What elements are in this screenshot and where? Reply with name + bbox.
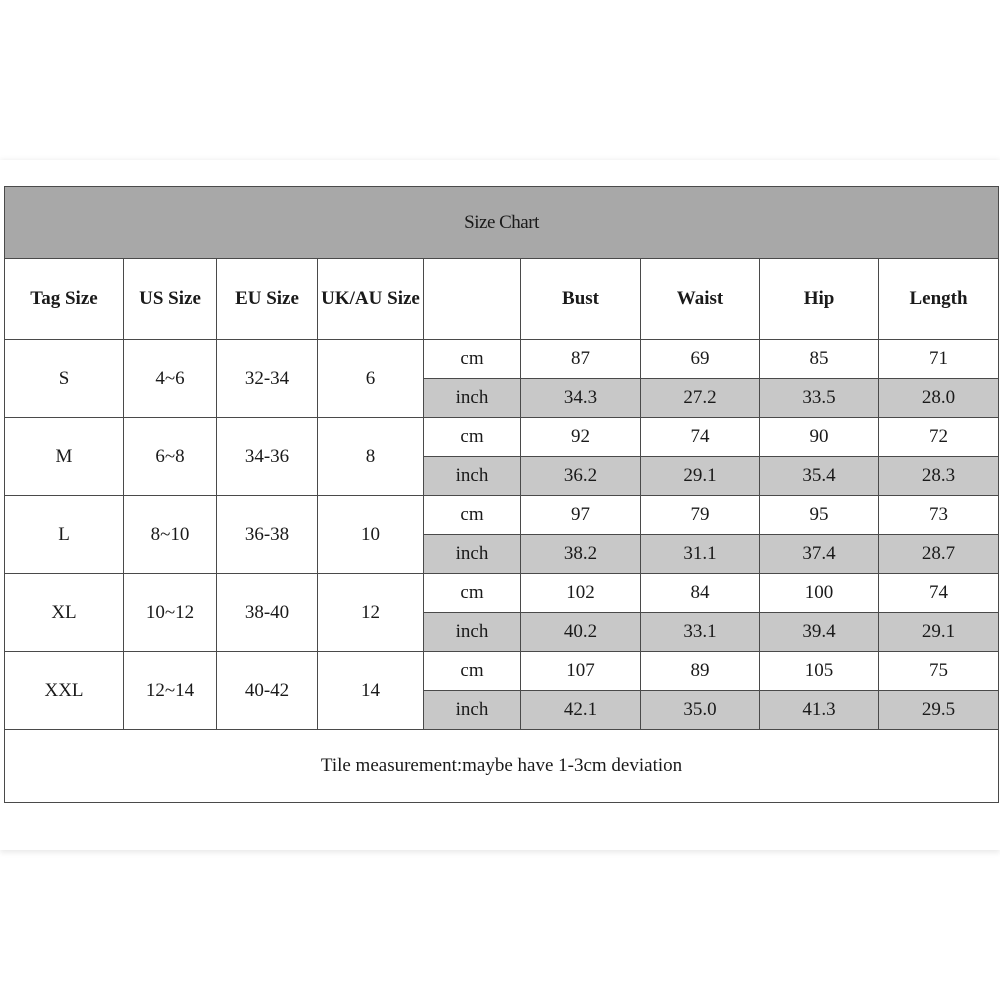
hip-value: 105 xyxy=(760,652,879,691)
header-waist: Waist xyxy=(641,259,760,340)
table-row xyxy=(5,418,999,457)
unit-label: cm xyxy=(424,418,521,457)
waist-value: 27.2 xyxy=(641,379,760,418)
uk-au-size-cell: 14 xyxy=(318,652,424,730)
waist-value: 35.0 xyxy=(641,691,760,730)
waist-value: 74 xyxy=(641,418,760,457)
unit-label: inch xyxy=(424,457,521,496)
unit-label: cm xyxy=(424,496,521,535)
hip-value: 37.4 xyxy=(760,535,879,574)
header-bust: Bust xyxy=(521,259,641,340)
header-us-size: US Size xyxy=(124,259,217,340)
hip-value: 33.5 xyxy=(760,379,879,418)
eu-size-cell: 40-42 xyxy=(217,652,318,730)
hip-value: 41.3 xyxy=(760,691,879,730)
eu-size-cell: 32-34 xyxy=(217,340,318,418)
us-size-cell: 6~8 xyxy=(124,418,217,496)
hip-value: 39.4 xyxy=(760,613,879,652)
bust-value: 87 xyxy=(521,340,641,379)
waist-value: 89 xyxy=(641,652,760,691)
eu-size-cell: 38-40 xyxy=(217,574,318,652)
bust-value: 107 xyxy=(521,652,641,691)
tag-size-cell: L xyxy=(5,496,124,574)
waist-value: 29.1 xyxy=(641,457,760,496)
length-value: 71 xyxy=(879,340,999,379)
eu-size-cell: 34-36 xyxy=(217,418,318,496)
hip-value: 85 xyxy=(760,340,879,379)
waist-value: 79 xyxy=(641,496,760,535)
bust-value: 36.2 xyxy=(521,457,641,496)
hip-value: 90 xyxy=(760,418,879,457)
header-tag-size: Tag Size xyxy=(5,259,124,340)
uk-au-size-cell: 12 xyxy=(318,574,424,652)
length-value: 29.1 xyxy=(879,613,999,652)
eu-size-cell: 36-38 xyxy=(217,496,318,574)
waist-value: 69 xyxy=(641,340,760,379)
uk-au-size-cell: 10 xyxy=(318,496,424,574)
bust-value: 102 xyxy=(521,574,641,613)
header-uk-au-size: UK/AU Size xyxy=(318,259,424,340)
waist-value: 84 xyxy=(641,574,760,613)
chart-title: Size Chart xyxy=(5,187,999,259)
unit-label: cm xyxy=(424,574,521,613)
unit-label: inch xyxy=(424,379,521,418)
waist-value: 33.1 xyxy=(641,613,760,652)
unit-label: cm xyxy=(424,340,521,379)
unit-label: inch xyxy=(424,535,521,574)
unit-label: inch xyxy=(424,691,521,730)
header-row xyxy=(5,259,999,340)
bust-value: 42.1 xyxy=(521,691,641,730)
bust-value: 92 xyxy=(521,418,641,457)
unit-label: cm xyxy=(424,652,521,691)
measurement-note: Tile measurement:maybe have 1-3cm deviation xyxy=(5,730,999,803)
hip-value: 95 xyxy=(760,496,879,535)
header-unit xyxy=(424,259,521,340)
size-chart-table xyxy=(4,186,999,803)
length-value: 72 xyxy=(879,418,999,457)
uk-au-size-cell: 8 xyxy=(318,418,424,496)
header-length: Length xyxy=(879,259,999,340)
length-value: 28.7 xyxy=(879,535,999,574)
length-value: 73 xyxy=(879,496,999,535)
tag-size-cell: M xyxy=(5,418,124,496)
us-size-cell: 12~14 xyxy=(124,652,217,730)
length-value: 28.0 xyxy=(879,379,999,418)
table-row xyxy=(5,340,999,379)
length-value: 29.5 xyxy=(879,691,999,730)
hip-value: 35.4 xyxy=(760,457,879,496)
length-value: 74 xyxy=(879,574,999,613)
tag-size-cell: XXL xyxy=(5,652,124,730)
tag-size-cell: S xyxy=(5,340,124,418)
note-row xyxy=(5,730,999,803)
hip-value: 100 xyxy=(760,574,879,613)
bust-value: 34.3 xyxy=(521,379,641,418)
length-value: 75 xyxy=(879,652,999,691)
us-size-cell: 10~12 xyxy=(124,574,217,652)
unit-label: inch xyxy=(424,613,521,652)
table-row xyxy=(5,652,999,691)
length-value: 28.3 xyxy=(879,457,999,496)
us-size-cell: 4~6 xyxy=(124,340,217,418)
table-row xyxy=(5,574,999,613)
uk-au-size-cell: 6 xyxy=(318,340,424,418)
waist-value: 31.1 xyxy=(641,535,760,574)
bust-value: 40.2 xyxy=(521,613,641,652)
table-row xyxy=(5,496,999,535)
tag-size-cell: XL xyxy=(5,574,124,652)
us-size-cell: 8~10 xyxy=(124,496,217,574)
bust-value: 97 xyxy=(521,496,641,535)
bust-value: 38.2 xyxy=(521,535,641,574)
header-hip: Hip xyxy=(760,259,879,340)
header-eu-size: EU Size xyxy=(217,259,318,340)
